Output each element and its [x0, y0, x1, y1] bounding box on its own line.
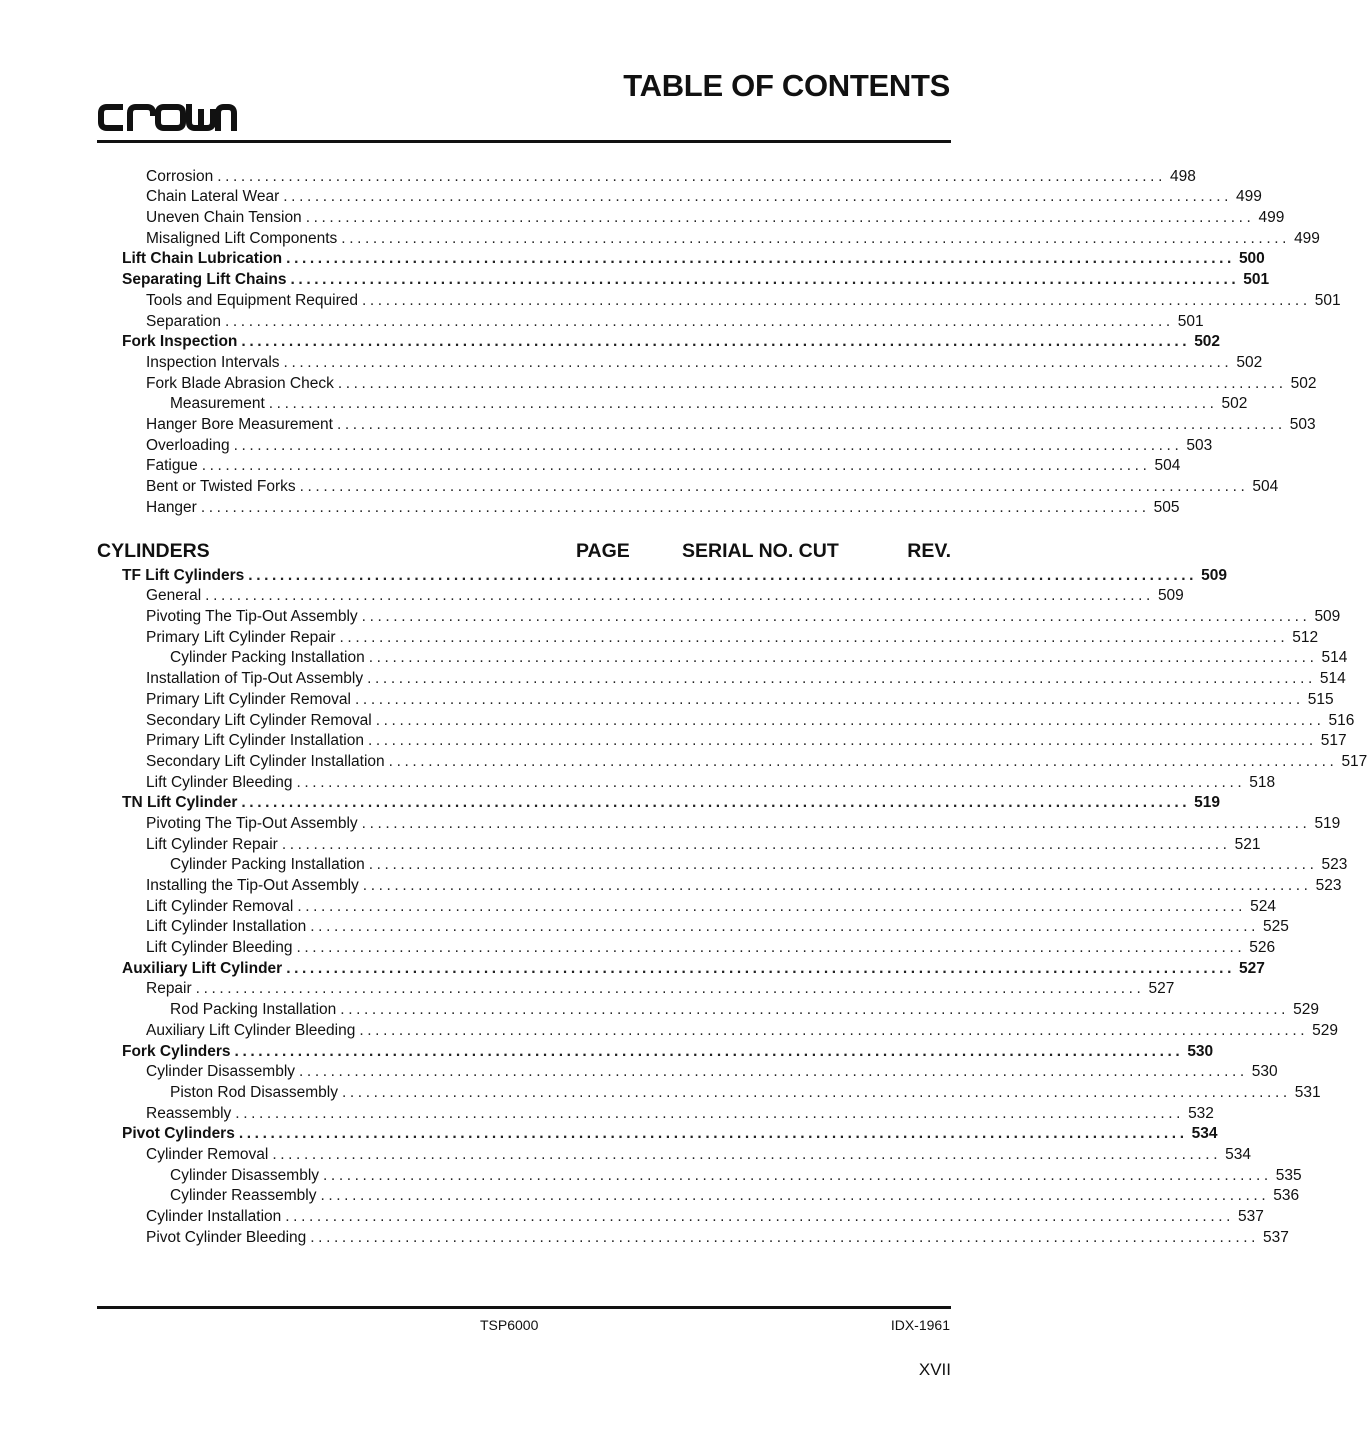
toc-entry-title: Chain Lateral Wear — [146, 188, 280, 206]
toc-entry-page: 523 — [1321, 856, 1348, 874]
toc-entry-page: 509 — [1157, 587, 1184, 605]
toc-entry-title: Lift Cylinder Removal — [146, 897, 294, 915]
footer-rule — [97, 1306, 951, 1309]
dot-leader: ........................................................................................................................ — [355, 690, 1304, 708]
toc-entry-page: 534 — [1225, 1145, 1251, 1163]
toc-entry[interactable] — [97, 731, 1347, 752]
dot-leader: ........................................................................................................................ — [290, 271, 1240, 289]
toc-entry-title: Secondary Lift Cylinder Installation — [146, 752, 385, 770]
rev-column-header: REV. — [907, 540, 951, 562]
dot-leader: ........................................................................................................................ — [339, 628, 1289, 646]
index-code: IDX-1961 — [890, 1317, 950, 1333]
dot-leader: ........................................................................................................................ — [299, 1063, 1248, 1081]
page-column-header: PAGE — [576, 540, 630, 562]
toc-entry-page: 509 — [1201, 566, 1227, 584]
toc-entry[interactable] — [97, 979, 1175, 1000]
toc-entry-page: 514 — [1321, 649, 1348, 667]
dot-leader: ........................................................................................................................ — [286, 250, 1235, 268]
toc-entry-title: Cylinder Removal — [146, 1145, 269, 1163]
toc-entry-title: Pivoting The Tip-Out Assembly — [146, 608, 358, 626]
toc-entry[interactable] — [97, 565, 1227, 586]
toc-entry[interactable] — [97, 668, 1346, 689]
dot-leader: ........................................................................................................................ — [310, 1228, 1260, 1246]
toc-entry[interactable] — [97, 269, 1270, 290]
toc-entry-page: 509 — [1314, 608, 1341, 626]
toc-entry[interactable] — [97, 414, 1316, 435]
toc-entry[interactable] — [97, 793, 1221, 814]
toc-list-top — [97, 166, 1341, 518]
toc-entry[interactable] — [97, 689, 1334, 710]
header-rule — [97, 140, 951, 143]
toc-entry-title: Rod Packing Installation — [170, 1001, 337, 1019]
dot-leader: ........................................................................................................................ — [361, 291, 1311, 309]
dot-leader: ........................................................................................................................ — [296, 939, 1246, 957]
toc-entry-title: Cylinder Reassembly — [170, 1187, 317, 1205]
dot-leader: ........................................................................................................................ — [361, 608, 1311, 626]
toc-entry-page: 530 — [1251, 1063, 1278, 1081]
toc-entry-title: Hanger — [146, 498, 197, 516]
toc-entry-title: Pivot Cylinders — [122, 1125, 235, 1143]
dot-leader: ........................................................................................................................ — [217, 167, 1166, 185]
toc-entry[interactable] — [97, 834, 1261, 855]
toc-entry-page: 536 — [1273, 1187, 1300, 1205]
toc-entry-page: 534 — [1191, 1125, 1218, 1143]
dot-leader: ........................................................................................................................ — [359, 1021, 1309, 1039]
toc-entry-page: 503 — [1186, 436, 1213, 454]
toc-entry-title: Lift Chain Lubrication — [122, 250, 283, 268]
dot-leader: ........................................................................................................................ — [368, 649, 1318, 667]
toc-list-cylinders — [97, 565, 1367, 1248]
toc-entry-page: 530 — [1187, 1042, 1214, 1060]
toc-entry-title: Hanger Bore Measurement — [146, 415, 333, 433]
toc-entry-page: 502 — [1236, 353, 1263, 371]
toc-entry[interactable] — [97, 813, 1341, 834]
dot-leader: ........................................................................................................................ — [241, 333, 1191, 351]
toc-entry-title: Fork Blade Abrasion Check — [146, 374, 334, 392]
toc-entry[interactable] — [97, 875, 1342, 896]
dot-leader: ........................................................................................................................ — [341, 229, 1291, 247]
toc-entry-page: 502 — [1194, 333, 1221, 351]
page-number: XVII — [918, 1360, 951, 1379]
dot-leader: ........................................................................................................................ — [320, 1187, 1270, 1205]
toc-entry-title: Primary Lift Cylinder Repair — [146, 628, 336, 646]
toc-entry[interactable] — [97, 373, 1317, 394]
toc-entry-title: Separation — [146, 312, 221, 330]
dot-leader: ........................................................................................................................ — [286, 959, 1235, 977]
toc-entry-title: Separating Lift Chains — [122, 271, 287, 289]
toc-entry[interactable] — [97, 937, 1276, 958]
dot-leader: ........................................................................................................................ — [310, 918, 1260, 936]
dot-leader: ........................................................................................................................ — [368, 856, 1318, 874]
toc-entry-title: Inspection Intervals — [146, 353, 280, 371]
dot-leader: ........................................................................................................................ — [200, 498, 1150, 516]
page-title: TABLE OF CONTENTS — [623, 68, 950, 103]
toc-entry-page: 527 — [1238, 959, 1265, 977]
toc-entry-page: 515 — [1307, 690, 1334, 708]
toc-entry-title: Primary Lift Cylinder Installation — [146, 732, 364, 750]
toc-entry-page: 517 — [1320, 732, 1347, 750]
dot-leader: ........................................................................................................................ — [299, 478, 1249, 495]
dot-leader: ........................................................................................................................ — [323, 1166, 1272, 1184]
toc-entry-page: 503 — [1289, 415, 1316, 433]
toc-entry-page: 499 — [1258, 209, 1285, 227]
dot-leader: ........................................................................................................................ — [341, 1083, 1291, 1101]
toc-entry[interactable] — [97, 1165, 1302, 1186]
toc-entry[interactable] — [97, 1227, 1289, 1248]
toc-entry-title: Uneven Chain Tension — [146, 209, 302, 227]
toc-entry-page: 518 — [1249, 773, 1276, 791]
toc-entry[interactable] — [97, 1041, 1214, 1062]
dot-leader: ........................................................................................................................ — [235, 1104, 1185, 1122]
dot-leader: ........................................................................................................................ — [201, 457, 1151, 475]
toc-entry-page: 504 — [1154, 457, 1181, 475]
toc-entry-page: 504 — [1252, 478, 1279, 495]
toc-entry[interactable] — [97, 606, 1341, 627]
toc-entry-page: 519 — [1194, 794, 1221, 812]
dot-leader: ........................................................................................................................ — [362, 877, 1312, 894]
toc-entry-page: 537 — [1263, 1228, 1289, 1246]
toc-entry-title: Bent or Twisted Forks — [146, 478, 296, 495]
toc-entry[interactable] — [97, 1206, 1264, 1227]
toc-entry-title: Tools and Equipment Required — [146, 291, 358, 309]
dot-leader: ........................................................................................................................ — [305, 209, 1255, 227]
toc-entry-page: 505 — [1153, 498, 1180, 516]
toc-entry-title: Fork Cylinders — [122, 1042, 231, 1060]
toc-entry-title: Cylinder Installation — [146, 1208, 282, 1225]
toc-entry[interactable] — [97, 710, 1355, 731]
dot-leader: ........................................................................................................................ — [195, 980, 1145, 998]
toc-entry-title: Installation of Tip-Out Assembly — [146, 670, 364, 688]
toc-entry-title: TF Lift Cylinders — [122, 566, 245, 584]
toc-entry[interactable] — [97, 1082, 1321, 1103]
toc-entry-title: Cylinder Disassembly — [170, 1166, 320, 1184]
serial-column-header: SERIAL NO. CUT — [682, 540, 839, 562]
toc-entry[interactable] — [97, 1186, 1300, 1207]
toc-entry[interactable] — [97, 435, 1213, 456]
toc-entry-page: 517 — [1341, 752, 1367, 770]
toc-entry[interactable] — [97, 456, 1181, 477]
toc-entry[interactable] — [97, 228, 1320, 249]
toc-entry[interactable] — [97, 648, 1348, 669]
toc-entry[interactable] — [97, 497, 1180, 518]
toc-entry-title: Lift Cylinder Bleeding — [146, 773, 293, 791]
dot-leader: ........................................................................................................................ — [337, 374, 1287, 392]
toc-entry[interactable] — [97, 772, 1276, 793]
dot-leader: ........................................................................................................................ — [375, 711, 1325, 729]
toc-entry-title: Pivoting The Tip-Out Assembly — [146, 814, 358, 832]
dot-leader: ........................................................................................................................ — [361, 814, 1311, 832]
toc-entry-page: 535 — [1275, 1166, 1302, 1184]
toc-entry-page: 512 — [1292, 628, 1319, 646]
toc-entry-title: General — [146, 587, 202, 605]
dot-leader: ........................................................................................................................ — [367, 670, 1316, 688]
toc-entry-page: 525 — [1263, 918, 1289, 936]
toc-entry[interactable] — [97, 187, 1262, 208]
dot-leader: ........................................................................................................................ — [234, 1042, 1184, 1060]
toc-entry-page: 521 — [1234, 835, 1261, 853]
toc-entry-page: 516 — [1328, 711, 1355, 729]
toc-entry-title: Auxiliary Lift Cylinder Bleeding — [146, 1021, 356, 1039]
toc-entry-page: 537 — [1238, 1208, 1264, 1225]
toc-entry[interactable] — [97, 917, 1289, 938]
toc-entry-title: Cylinder Packing Installation — [170, 856, 365, 874]
toc-entry-page: 498 — [1169, 167, 1196, 185]
toc-entry-page: 501 — [1177, 312, 1204, 330]
toc-entry-title: Fork Inspection — [122, 333, 238, 351]
toc-entry-title: Overloading — [146, 436, 230, 454]
toc-entry[interactable] — [97, 332, 1221, 353]
toc-entry[interactable] — [97, 958, 1265, 979]
toc-entry-title: Secondary Lift Cylinder Removal — [146, 711, 372, 729]
dot-leader: ........................................................................................................................ — [238, 1125, 1188, 1143]
toc-entry-title: Lift Cylinder Installation — [146, 918, 307, 936]
toc-entry-title: Lift Cylinder Bleeding — [146, 939, 293, 957]
toc-entry-page: 532 — [1188, 1104, 1214, 1122]
toc-entry[interactable] — [97, 1020, 1339, 1041]
toc-entry-page: 529 — [1293, 1001, 1319, 1019]
dot-leader: ........................................................................................................................ — [285, 1208, 1235, 1225]
toc-entry[interactable] — [97, 311, 1204, 332]
dot-leader: ........................................................................................................................ — [281, 835, 1231, 853]
toc-entry[interactable] — [97, 1103, 1214, 1124]
toc-entry[interactable] — [97, 586, 1184, 607]
toc-entry-title: Cylinder Disassembly — [146, 1063, 296, 1081]
dot-leader: ........................................................................................................................ — [296, 773, 1246, 791]
toc-entry-page: 519 — [1314, 814, 1341, 832]
dot-leader: ........................................................................................................................ — [297, 897, 1247, 915]
toc-entry-page: 501 — [1243, 271, 1270, 289]
toc-entry[interactable] — [97, 896, 1276, 917]
dot-leader: ........................................................................................................................ — [336, 415, 1286, 433]
toc-entry[interactable] — [97, 999, 1319, 1020]
toc-entry[interactable] — [97, 352, 1263, 373]
doc-code: TSP6000 — [480, 1317, 539, 1333]
toc-entry-title: Corrosion — [146, 167, 214, 185]
dot-leader: ........................................................................................................................ — [224, 312, 1174, 330]
toc-entry-page: 531 — [1294, 1083, 1321, 1101]
dot-leader: ........................................................................................................................ — [283, 188, 1233, 206]
toc-entry-page: 501 — [1314, 291, 1341, 309]
toc-entry-page: 529 — [1312, 1021, 1339, 1039]
toc-entry-title: Misaligned Lift Components — [146, 229, 338, 247]
dot-leader: ........................................................................................................................ — [205, 587, 1154, 605]
toc-entry-page: 523 — [1315, 877, 1342, 894]
section-header — [97, 540, 951, 566]
section-title: CYLINDERS — [97, 540, 210, 562]
toc-entry[interactable] — [97, 166, 1196, 187]
toc-entry-page: 502 — [1290, 374, 1317, 392]
toc-entry-title: Primary Lift Cylinder Removal — [146, 690, 351, 708]
toc-entry-title: Installing the Tip-Out Assembly — [146, 877, 359, 894]
dot-leader: ........................................................................................................................ — [233, 436, 1183, 454]
toc-entry-page: 524 — [1250, 897, 1276, 915]
dot-leader: ........................................................................................................................ — [367, 732, 1317, 750]
toc-entry-page: 499 — [1294, 229, 1320, 247]
toc-entry-title: Auxiliary Lift Cylinder — [122, 959, 283, 977]
toc-entry[interactable] — [97, 207, 1285, 228]
dot-leader: ........................................................................................................................ — [241, 794, 1191, 812]
toc-entry-title: Repair — [146, 980, 192, 998]
toc-entry-title: Fatigue — [146, 457, 198, 475]
toc-entry-page: 526 — [1249, 939, 1276, 957]
toc-entry-page: 500 — [1238, 250, 1265, 268]
toc-entry-page: 499 — [1236, 188, 1262, 206]
toc-entry-title: Cylinder Packing Installation — [170, 649, 365, 667]
toc-entry-page: 527 — [1148, 980, 1175, 998]
dot-leader: ........................................................................................................................ — [340, 1001, 1290, 1019]
toc-entry[interactable] — [97, 1144, 1251, 1165]
toc-entry-page: 502 — [1221, 395, 1248, 413]
toc-entry[interactable] — [97, 855, 1348, 876]
dot-leader: ........................................................................................................................ — [283, 353, 1233, 371]
toc-entry[interactable] — [97, 627, 1319, 648]
toc-entry[interactable] — [97, 290, 1341, 311]
toc-entry-title: TN Lift Cylinder — [122, 794, 238, 812]
toc-entry-title: Lift Cylinder Repair — [146, 835, 278, 853]
toc-entry-title: Reassembly — [146, 1104, 232, 1122]
toc-entry-title: Pivot Cylinder Bleeding — [146, 1228, 307, 1246]
dot-leader: ........................................................................................................................ — [272, 1145, 1222, 1163]
dot-leader: ........................................................................................................................ — [388, 752, 1338, 770]
toc-entry[interactable] — [97, 249, 1265, 270]
toc-entry[interactable] — [97, 1062, 1278, 1083]
toc-entry-title: Piston Rod Disassembly — [170, 1083, 338, 1101]
toc-entry[interactable] — [97, 394, 1248, 415]
dot-leader: ........................................................................................................................ — [248, 566, 1198, 584]
toc-entry[interactable] — [97, 476, 1279, 497]
toc-entry[interactable] — [97, 1124, 1218, 1145]
toc-entry-page: 514 — [1319, 670, 1346, 688]
crown-logo — [97, 101, 237, 134]
toc-entry[interactable] — [97, 751, 1367, 772]
dot-leader: ........................................................................................................................ — [268, 395, 1218, 413]
toc-entry-title: Measurement — [170, 395, 265, 413]
